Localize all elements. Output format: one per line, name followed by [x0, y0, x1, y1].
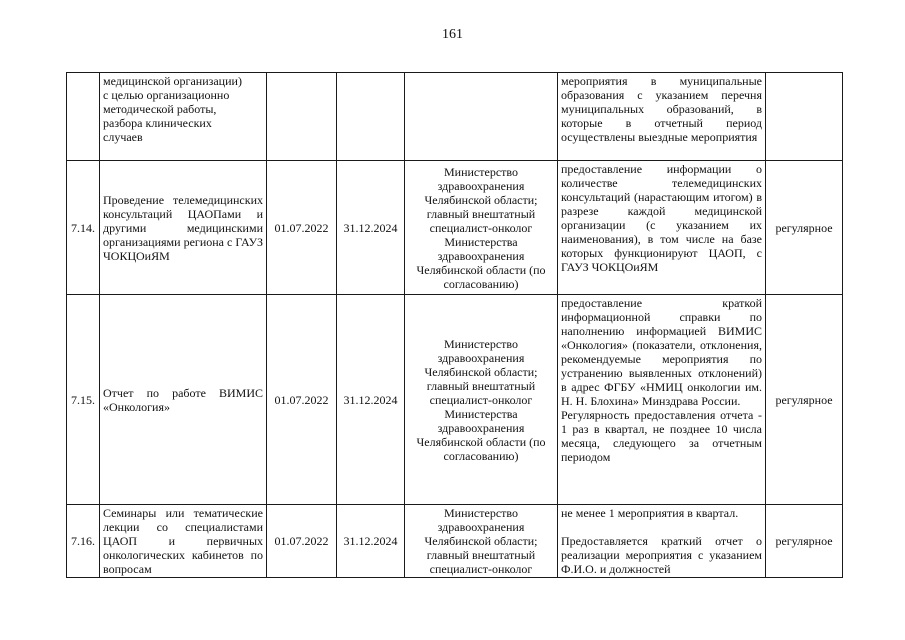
table-row-7-14 — [67, 161, 843, 295]
expected-result-extra: Предоставляется краткий отчет о реализации мероприятия с указанием Ф.И.О. и должностей — [561, 534, 762, 576]
expected-result — [558, 161, 766, 295]
end-date: 31.12.2024 — [337, 161, 405, 295]
responsible — [405, 73, 558, 161]
end-date — [337, 73, 405, 161]
row-number — [67, 73, 100, 161]
expected-result — [558, 505, 766, 578]
periodicity: регулярное — [766, 505, 843, 578]
start-date: 01.07.2022 — [267, 295, 337, 505]
end-date: 31.12.2024 — [337, 295, 405, 505]
expected-result — [558, 73, 766, 161]
page-number: 161 — [442, 27, 463, 42]
paragraph-gap — [561, 520, 762, 534]
expected-result-text: предоставление информации о количестве телемедицинских консультаций (нарастающим итогом) в разрезе каждой медицинской организации (с указанием их наименования), в том числе на базе которых функционируют ЦАОП, с ГАУЗ ЧОКЦОиЯМ — [561, 162, 762, 274]
table-row-7-16 — [67, 505, 843, 578]
expected-result-text: не менее 1 мероприятия в квартал. — [561, 506, 739, 520]
end-date: 31.12.2024 — [337, 505, 405, 578]
expected-result — [558, 295, 766, 505]
row-number: 7.16. — [67, 505, 100, 578]
periodicity — [766, 73, 843, 161]
responsible: Министерство здравоохранения Челябинской области; главный внештатный специалист-онколог — [405, 505, 558, 578]
responsible: Министерство здравоохранения Челябинской области; главный внештатный специалист-онколог Министерства здравоохранения Челябинской области (по согласованию) — [405, 295, 558, 505]
periodicity: регулярное — [766, 161, 843, 295]
events-table — [66, 72, 843, 578]
event-name — [100, 73, 267, 161]
periodicity: регулярное — [766, 295, 843, 505]
start-date — [267, 73, 337, 161]
row-number: 7.14. — [67, 161, 100, 295]
event-name: Проведение телемедицинских консультаций ЦАОПами и другими медицинскими организациями региона с ГАУЗ ЧОКЦОиЯМ — [100, 161, 267, 295]
responsible: Министерство здравоохранения Челябинской области; главный внештатный специалист-онколог Министерства здравоохранения Челябинской области (по согласованию) — [405, 161, 558, 295]
event-name-text: медицинской организации) с целью организационно методической работы, разбора клинических случаев — [103, 74, 242, 144]
table-row-7-15 — [67, 295, 843, 505]
expected-result-extra: Регулярность предоставления отчета - 1 раз в квартал, не позднее 10 числа месяца, следующего за отчетным периодом — [561, 408, 762, 464]
event-name: Семинары или тематические лекции со специалистами ЦАОП и первичных онкологических кабинетов по вопросам — [100, 505, 267, 578]
row-number: 7.15. — [67, 295, 100, 505]
start-date: 01.07.2022 — [267, 505, 337, 578]
table-row-continued — [67, 73, 843, 161]
expected-result-text: предоставление краткой информационной справки по наполнению информацией ВИМИС «Онкология» (показатели, отклонения, рекомендуемые мероприятия по устранению выявленных отклонений) в адрес ФГБУ «НМИЦ онкологии им. Н. Н. Блохина» Минздрава России. — [561, 296, 762, 408]
start-date: 01.07.2022 — [267, 161, 337, 295]
event-name: Отчет по работе ВИМИС «Онкология» — [100, 295, 267, 505]
expected-result-text: мероприятия в муниципальные образования с указанием перечня муниципальных образований, в которые в отчетный период осуществлены выездные мероприятия — [561, 74, 762, 144]
